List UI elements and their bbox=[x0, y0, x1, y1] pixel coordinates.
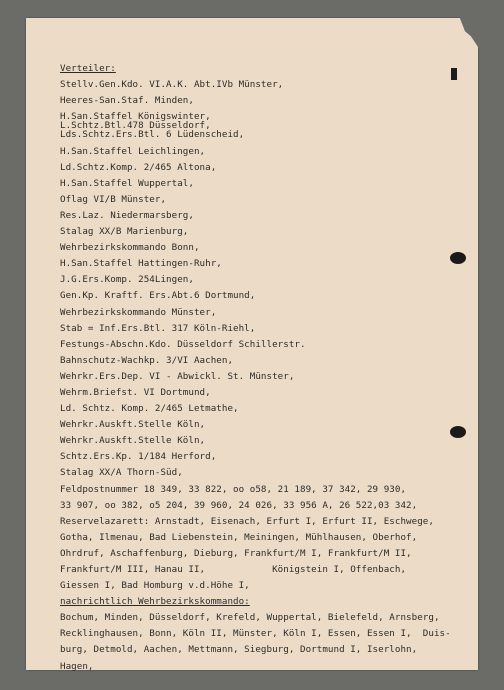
list-subheading: nachrichtlich Wehrbezirkskommando: bbox=[60, 596, 250, 608]
list-line: Feldpostnummer 18 349, 33 822, oo o58, 21 189, 37 342, 29 930, bbox=[60, 483, 407, 495]
list-heading: Verteiler: bbox=[60, 63, 116, 74]
list-line: Stalag XX/A Thorn-Süd, bbox=[60, 467, 183, 479]
list-line: Heeres-San.Staf. Minden, bbox=[60, 95, 194, 107]
list-line: Oflag VI/B Münster, bbox=[60, 193, 167, 205]
list-line: Bahnschutz-Wachkp. 3/VI Aachen, bbox=[60, 354, 234, 366]
closing-line: burg, Detmold, Aachen, Mettmann, Siegburg, Dortmund I, Iserlohn, bbox=[60, 644, 418, 656]
list-line: Giessen I, Bad Homburg v.d.Höhe I, bbox=[60, 580, 250, 592]
list-line: Wehrkr.Ers.Dep. VI - Abwickl. St. Münster, bbox=[60, 370, 295, 382]
list-line: Stellv.Gen.Kdo. VI.A.K. Abt.IVb Münster, bbox=[60, 79, 284, 91]
list-line: J.G.Ers.Komp. 254Lingen, bbox=[60, 274, 194, 286]
list-line: Frankfurt/M III, Hanau II, Königstein I, Offenbach, bbox=[60, 564, 407, 575]
closing-line: Bochum, Minden, Düsseldorf, Krefeld, Wuppertal, Bielefeld, Arnsberg, bbox=[60, 612, 440, 624]
list-line: Res.Laz. Niedermarsberg, bbox=[60, 209, 194, 221]
list-line: Ohrdruf, Aschaffenburg, Dieburg, Frankfurt/M I, Frankfurt/M II, bbox=[60, 547, 412, 559]
list-line: Wehrbezirkskommando Münster, bbox=[60, 306, 217, 318]
list-line: Gotha, Ilmenau, Bad Liebenstein, Meiningen, Mühlhausen, Oberhof, bbox=[60, 531, 418, 543]
list-line: Wehrbezirkskommando Bonn, bbox=[60, 242, 200, 254]
list-line: Schtz.Ers.Kp. 1/184 Herford, bbox=[60, 451, 217, 463]
list-line: Gen.Kp. Kraftf. Ers.Abt.6 Dortmund, bbox=[60, 290, 256, 302]
list-line: Stab = Inf.Ers.Btl. 317 Köln-Riehl, bbox=[60, 322, 256, 334]
closing-line: Hagen, bbox=[60, 660, 94, 672]
torn-corner bbox=[450, 16, 480, 50]
list-line: H.San.Staffel Leichlingen, bbox=[60, 145, 206, 157]
list-line: Wehrkr.Auskft.Stelle Köln, bbox=[60, 419, 206, 431]
list-line: 33 907, oo 382, o5 204, 39 960, 24 026, 33 956 A, 26 522,03 342, bbox=[60, 499, 418, 511]
list-line-overtyped: Lds.Schtz.Ers.Btl. 6 Lüdenscheid, bbox=[60, 129, 245, 141]
list-line: Ld.Schtz.Komp. 2/465 Altona, bbox=[60, 161, 217, 173]
document-page bbox=[26, 18, 478, 670]
distribution-list bbox=[60, 61, 465, 675]
list-line: Stalag XX/B Marienburg, bbox=[60, 226, 189, 238]
list-line: Festungs-Abschn.Kdo. Düsseldorf Schillerstr. bbox=[60, 338, 306, 350]
list-line: Wehrm.Briefst. VI Dortmund, bbox=[60, 386, 211, 398]
list-line: Wehrkr.Auskft.Stelle Köln, bbox=[60, 435, 206, 447]
list-line: Reservelazarett: Arnstadt, Eisenach, Erfurt I, Erfurt II, Eschwege, bbox=[60, 515, 434, 527]
closing-line: Recklinghausen, Bonn, Köln II, Münster, Köln I, Essen, Essen I, Duis- bbox=[60, 628, 451, 640]
list-line: H.San.Staffel Wuppertal, bbox=[60, 177, 194, 189]
list-line: H.San.Staffel Hattingen-Ruhr, bbox=[60, 258, 222, 270]
list-line: Ld. Schtz. Komp. 2/465 Letmathe, bbox=[60, 403, 239, 415]
list-line-overtyped: L.Schtz.Btl.478 Düsseldorf, bbox=[60, 120, 211, 132]
list-line: H.San.Staffel Königswinter, bbox=[60, 111, 211, 123]
